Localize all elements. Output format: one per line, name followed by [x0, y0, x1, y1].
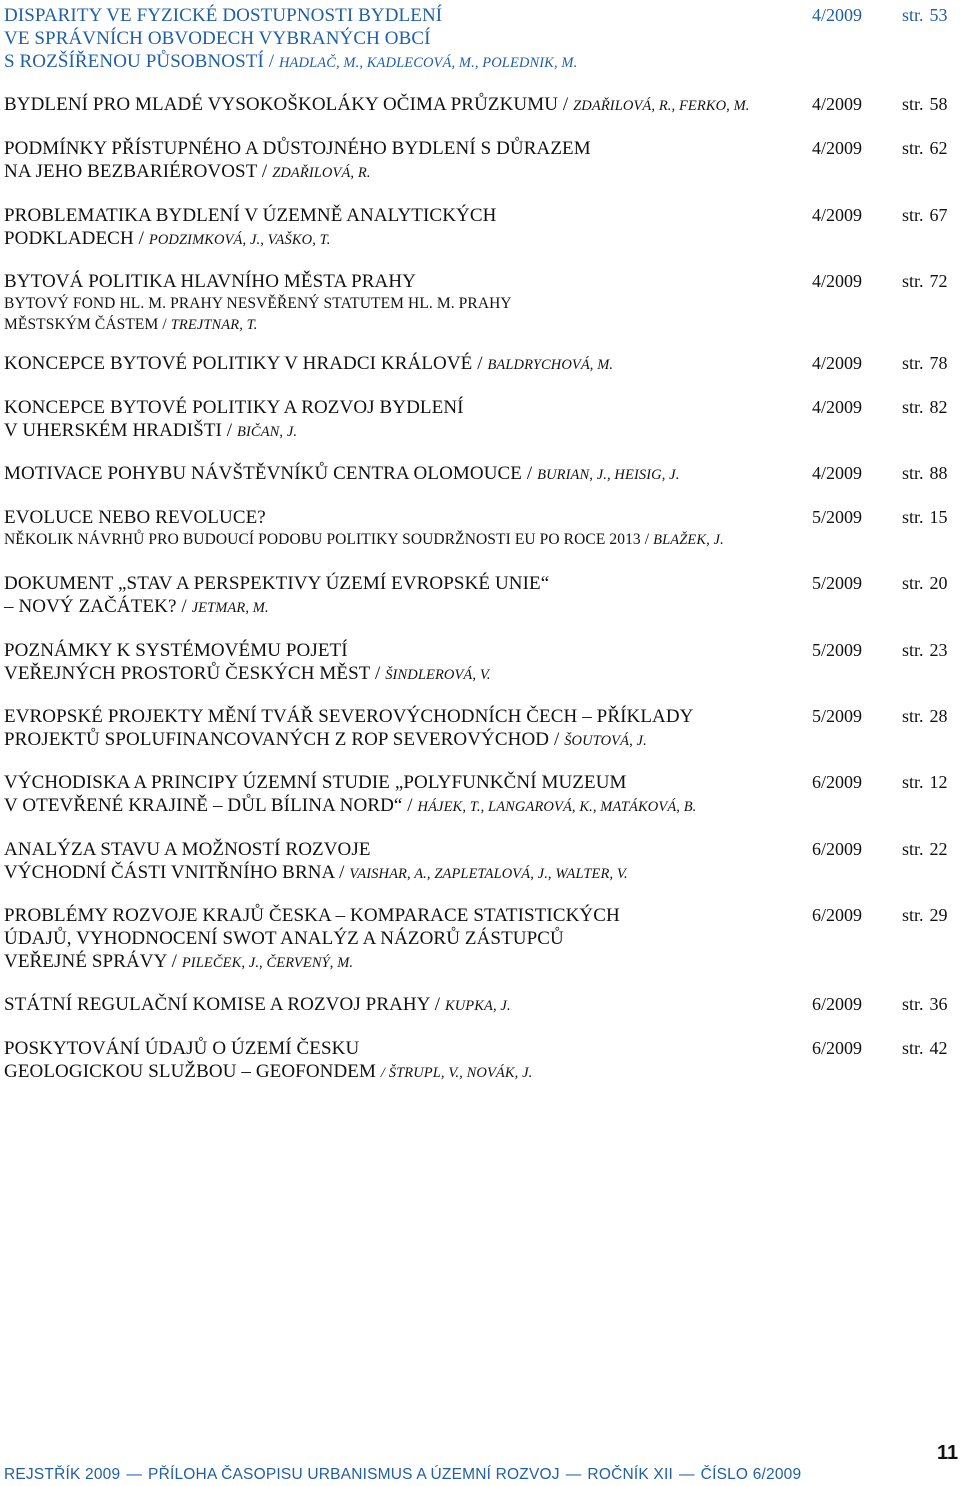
- entry-page: [902, 4, 948, 27]
- entry-title-line: [4, 93, 794, 118]
- title-text: STÁTNÍ REGULAČNÍ KOMISE A ROZVOJ PRAHY /: [4, 994, 441, 1015]
- index-entry: [4, 993, 948, 1018]
- entry-title-line: [4, 419, 794, 444]
- entry-issue: 5/2009: [812, 507, 863, 527]
- footer-separator: —: [126, 1466, 143, 1483]
- title-text: V UHERSKÉM HRADIŠTI /: [4, 420, 233, 441]
- footer-separator: —: [565, 1466, 582, 1483]
- index-entry: [4, 396, 948, 444]
- entry-issue: 4/2009: [812, 5, 863, 25]
- entry-title-line: [4, 4, 794, 27]
- footer-supplement: PŘÍLOHA ČASOPISU URBANISMUS A ÚZEMNÍ ROZVOJ: [148, 1466, 560, 1483]
- index-entry: [4, 1037, 948, 1085]
- title-text: PROJEKTŮ SPOLUFINANCOVANÝCH Z ROP SEVEROVÝCHOD /: [4, 729, 560, 750]
- entry-issue: 5/2009: [812, 640, 863, 660]
- page-label: str.: [902, 507, 924, 527]
- entry-authors: BIČAN, J.: [237, 424, 298, 440]
- entry-page: [902, 93, 948, 116]
- page-label: str.: [902, 138, 924, 158]
- page-value: 28: [929, 706, 948, 726]
- entry-title: [4, 137, 794, 185]
- entry-authors: ŠOUTOVÁ, J.: [564, 733, 647, 749]
- entry-page: [902, 270, 948, 293]
- entry-title: [4, 572, 794, 620]
- title-text: VÝCHODNÍ ČÁSTI VNITŘNÍHO BRNA /: [4, 862, 345, 883]
- index-entry: [4, 352, 948, 377]
- entry-title-line: [4, 27, 794, 50]
- entry-title-line: [4, 728, 794, 753]
- entry-title: [4, 93, 794, 118]
- entry-title-line: [4, 771, 794, 794]
- title-text: DOKUMENT „STAV A PERSPEKTIVY ÚZEMÍ EVROPSKÉ UNIE“: [4, 573, 550, 594]
- entry-authors: BALDRYCHOVÁ, M.: [487, 357, 614, 373]
- index-entry: [4, 572, 948, 620]
- entry-page: [902, 506, 948, 529]
- entry-page: [902, 993, 948, 1016]
- entry-page: [902, 396, 948, 419]
- entry-title-line: [4, 160, 794, 185]
- entry-title-line: [4, 904, 794, 927]
- title-text: MĚSTSKÝM ČÁSTEM /: [4, 316, 167, 333]
- page-value: 23: [929, 640, 948, 660]
- page-value: 36: [929, 994, 948, 1014]
- footer-issue: ČÍSLO 6/2009: [700, 1466, 802, 1483]
- entry-issue: 4/2009: [812, 463, 863, 483]
- title-text: PROBLEMATIKA BYDLENÍ V ÚZEMNĚ ANALYTICKÝCH: [4, 205, 497, 226]
- page-label: str.: [902, 205, 924, 225]
- entry-issue: 6/2009: [812, 839, 863, 859]
- title-text: PODKLADECH /: [4, 228, 145, 249]
- entry-page: [902, 462, 948, 485]
- page-label: str.: [902, 640, 924, 660]
- index-entry: [4, 270, 948, 336]
- entry-title-line: [4, 950, 794, 975]
- entry-title-line: [4, 204, 794, 227]
- entry-issue: 6/2009: [812, 905, 863, 925]
- page-value: 82: [929, 397, 948, 417]
- entry-title-line: [4, 352, 794, 377]
- title-text: NA JEHO BEZBARIÉROVOST /: [4, 161, 268, 182]
- page-value: 42: [929, 1038, 948, 1058]
- title-text: POZNÁMKY K SYSTÉMOVÉMU POJETÍ: [4, 640, 348, 661]
- entry-page: [902, 137, 948, 160]
- entry-title: [4, 904, 794, 975]
- title-text: GEOLOGICKOU SLUŽBOU – GEOFONDEM: [4, 1061, 377, 1082]
- entry-title-line: [4, 595, 794, 620]
- footer: [4, 1466, 801, 1484]
- entry-issue: 4/2009: [812, 353, 863, 373]
- entry-authors: JETMAR, M.: [191, 600, 269, 616]
- entry-title-line: [4, 227, 794, 252]
- page-value: 62: [929, 138, 948, 158]
- title-text: PODMÍNKY PŘÍSTUPNÉHO A DŮSTOJNÉHO BYDLENÍ S DŮRAZEM: [4, 138, 591, 159]
- page-label: str.: [902, 94, 924, 114]
- index-entry: [4, 137, 948, 185]
- entry-authors: ZDAŘILOVÁ, R.: [272, 165, 371, 181]
- entry-subtitle-line: [4, 293, 794, 314]
- entry-title-line: [4, 639, 794, 662]
- entry-page: [902, 1037, 948, 1060]
- entry-title: [4, 838, 794, 886]
- entry-title: [4, 705, 794, 753]
- page-label: str.: [902, 1038, 924, 1058]
- page-value: 72: [929, 271, 948, 291]
- entry-title-line: [4, 137, 794, 160]
- entry-authors: / ŠTRUPL, V., NOVÁK, J.: [380, 1065, 533, 1081]
- title-text: KONCEPCE BYTOVÉ POLITIKY A ROZVOJ BYDLENÍ: [4, 397, 464, 418]
- entry-subtitle-line: [4, 529, 794, 551]
- page-value: 20: [929, 573, 948, 593]
- footer-separator: —: [678, 1466, 695, 1483]
- title-text: VÝCHODISKA A PRINCIPY ÚZEMNÍ STUDIE „POLYFUNKČNÍ MUZEUM: [4, 772, 627, 793]
- index-entry: [4, 462, 948, 487]
- index-entry: [4, 4, 948, 75]
- entry-page: [902, 838, 948, 861]
- entry-title-line: [4, 1037, 794, 1060]
- entry-issue: 4/2009: [812, 271, 863, 291]
- entry-issue: 5/2009: [812, 573, 863, 593]
- entry-title-line: [4, 50, 794, 75]
- entry-subtitle-line: [4, 314, 794, 336]
- entry-page: [902, 204, 948, 227]
- page-value: 67: [929, 205, 948, 225]
- entry-authors: VAISHAR, A., ZAPLETALOVÁ, J., WALTER, V.: [349, 866, 628, 882]
- page-value: 15: [929, 507, 948, 527]
- title-text: ÚDAJŮ, VYHODNOCENÍ SWOT ANALÝZ A NÁZORŮ ZÁSTUPCŮ: [4, 928, 564, 949]
- entry-page: [902, 705, 948, 728]
- title-text: BYDLENÍ PRO MLADÉ VYSOKOŠKOLÁKY OČIMA PRŮZKUMU /: [4, 94, 569, 115]
- entry-authors: BLAŽEK, J.: [653, 532, 724, 548]
- entry-title: [4, 396, 794, 444]
- title-text: EVOLUCE NEBO REVOLUCE?: [4, 507, 266, 528]
- entry-title-line: [4, 662, 794, 687]
- entry-title: [4, 771, 794, 819]
- page-label: str.: [902, 5, 924, 25]
- entry-title: [4, 270, 794, 336]
- entry-authors: ZDAŘILOVÁ, R., FERKO, M.: [573, 98, 750, 114]
- title-text: POSKYTOVÁNÍ ÚDAJŮ O ÚZEMÍ ČESKU: [4, 1038, 360, 1059]
- entry-issue: 4/2009: [812, 94, 863, 114]
- title-text: BYTOVÁ POLITIKA HLAVNÍHO MĚSTA PRAHY: [4, 271, 417, 292]
- entry-issue: 4/2009: [812, 205, 863, 225]
- entry-issue: 5/2009: [812, 706, 863, 726]
- entry-authors: TREJTNAR, T.: [170, 317, 258, 333]
- page-label: str.: [902, 353, 924, 373]
- entry-title-line: [4, 462, 794, 487]
- page-label: str.: [902, 271, 924, 291]
- page-value: 12: [929, 772, 948, 792]
- entry-title-line: [4, 861, 794, 886]
- entry-title-line: [4, 270, 794, 293]
- entry-issue: 4/2009: [812, 138, 863, 158]
- entry-page: [902, 572, 948, 595]
- entry-title-line: [4, 993, 794, 1018]
- page-number: 11: [937, 1442, 959, 1464]
- entry-title-line: [4, 572, 794, 595]
- title-text: VE SPRÁVNÍCH OBVODECH VYBRANÝCH OBCÍ: [4, 28, 431, 49]
- entry-authors: ŠINDLEROVÁ, V.: [385, 667, 491, 683]
- page-label: str.: [902, 772, 924, 792]
- entry-title: [4, 462, 794, 487]
- entry-authors: HADLAČ, M., KADLECOVÁ, M., POLEDNIK, M.: [278, 55, 578, 71]
- page-value: 53: [929, 5, 948, 25]
- entry-title-line: [4, 396, 794, 419]
- entry-page: [902, 352, 948, 375]
- page-label: str.: [902, 905, 924, 925]
- entry-title-line: [4, 1060, 794, 1085]
- title-text: VEŘEJNÝCH PROSTORŮ ČESKÝCH MĚST /: [4, 663, 381, 684]
- page-value: 22: [929, 839, 948, 859]
- entry-title: [4, 993, 794, 1018]
- entry-issue: 6/2009: [812, 994, 863, 1014]
- entry-title-line: [4, 705, 794, 728]
- title-text: V OTEVŘENÉ KRAJINĚ – DŮL BÍLINA NORD“ /: [4, 795, 413, 816]
- index-entry: [4, 838, 948, 886]
- index-entry: [4, 771, 948, 819]
- page-label: str.: [902, 839, 924, 859]
- entry-title-line: [4, 794, 794, 819]
- entry-title-line: [4, 838, 794, 861]
- footer-title: REJSTŘÍK 2009: [4, 1466, 121, 1483]
- title-text: DISPARITY VE FYZICKÉ DOSTUPNOSTI BYDLENÍ: [4, 5, 443, 26]
- page-label: str.: [902, 397, 924, 417]
- page-label: str.: [902, 706, 924, 726]
- page-value: 29: [929, 905, 948, 925]
- entry-authors: BURIAN, J., HEISIG, J.: [537, 467, 680, 483]
- entry-page: [902, 639, 948, 662]
- title-text: BYTOVÝ FOND HL. M. PRAHY NESVĚŘENÝ STATUTEM HL. M. PRAHY: [4, 295, 512, 312]
- title-text: EVROPSKÉ PROJEKTY MĚNÍ TVÁŘ SEVEROVÝCHODNÍCH ČECH – PŘÍKLADY: [4, 706, 694, 727]
- footer-volume: ROČNÍK XII: [587, 1466, 673, 1483]
- index-entry: [4, 93, 948, 118]
- page-value: 88: [929, 463, 948, 483]
- title-text: KONCEPCE BYTOVÉ POLITIKY V HRADCI KRÁLOVÉ /: [4, 353, 483, 374]
- title-text: S ROZŠÍŘENOU PŮSOBNOSTÍ /: [4, 51, 275, 72]
- page-value: 78: [929, 353, 948, 373]
- entry-title-line: [4, 506, 794, 529]
- title-text: NĚKOLIK NÁVRHŮ PRO BUDOUCÍ PODOBU POLITIKY SOUDRŽNOSTI EU PO ROCE 2013 /: [4, 531, 650, 548]
- title-text: MOTIVACE POHYBU NÁVŠTĚVNÍKŮ CENTRA OLOMOUCE /: [4, 463, 533, 484]
- entry-authors: KUPKA, J.: [444, 998, 511, 1014]
- page-label: str.: [902, 994, 924, 1014]
- index-entry: [4, 204, 948, 252]
- page-value: 58: [929, 94, 948, 114]
- index-entry: [4, 639, 948, 687]
- title-text: VEŘEJNÉ SPRÁVY /: [4, 951, 177, 972]
- title-text: ANALÝZA STAVU A MOŽNOSTÍ ROZVOJE: [4, 839, 371, 860]
- entry-issue: 4/2009: [812, 397, 863, 417]
- entry-title: [4, 506, 794, 551]
- entry-authors: HÁJEK, T., LANGAROVÁ, K., MATÁKOVÁ, B.: [417, 799, 697, 815]
- entry-title: [4, 352, 794, 377]
- entry-authors: PODZIMKOVÁ, J., VAŠKO, T.: [148, 232, 331, 248]
- entry-page: [902, 904, 948, 927]
- entry-title: [4, 639, 794, 687]
- title-text: – NOVÝ ZAČÁTEK? /: [4, 596, 187, 617]
- entry-title-line: [4, 927, 794, 950]
- index-entry: [4, 705, 948, 753]
- entry-authors: PILEČEK, J., ČERVENÝ, M.: [181, 955, 354, 971]
- entry-title: [4, 204, 794, 252]
- entry-issue: 6/2009: [812, 772, 863, 792]
- entry-page: [902, 771, 948, 794]
- entry-issue: 6/2009: [812, 1038, 863, 1058]
- entry-title: [4, 1037, 794, 1085]
- index-entry: [4, 506, 948, 551]
- page-label: str.: [902, 573, 924, 593]
- page-label: str.: [902, 463, 924, 483]
- index-entry: [4, 904, 948, 975]
- entry-title: [4, 4, 794, 75]
- title-text: PROBLÉMY ROZVOJE KRAJŮ ČESKA – KOMPARACE STATISTICKÝCH: [4, 905, 620, 926]
